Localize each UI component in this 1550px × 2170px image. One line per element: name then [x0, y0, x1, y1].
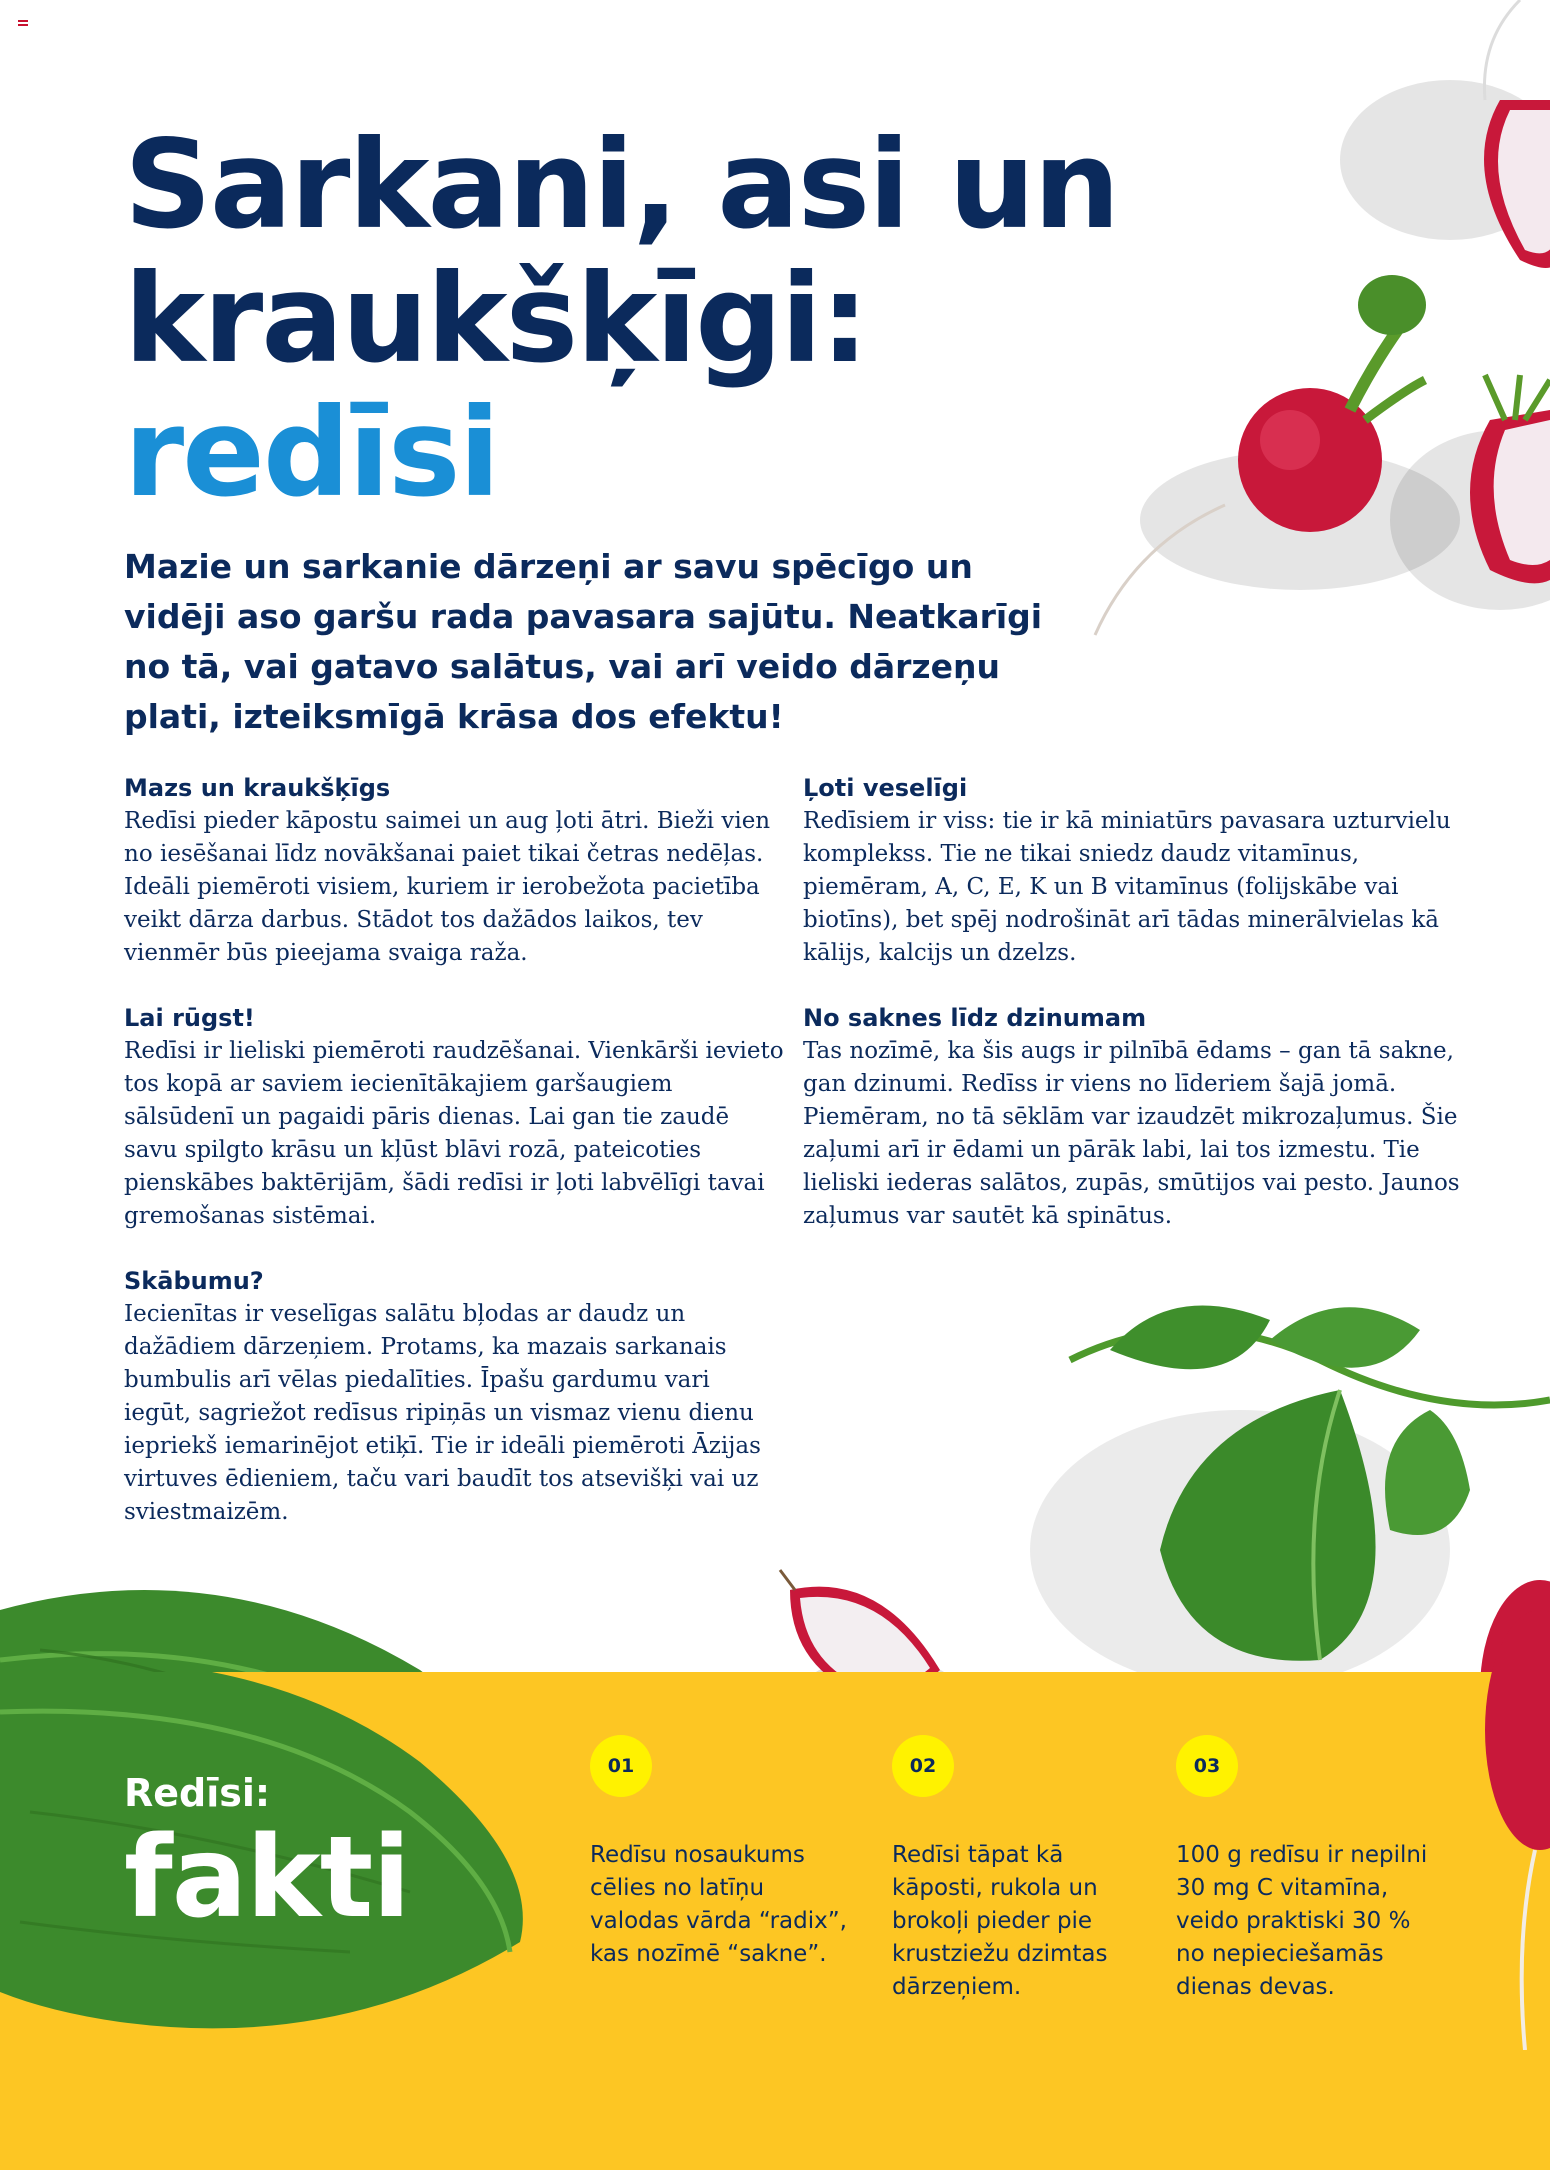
facts-label: Redīsi:: [124, 1771, 271, 1815]
section: [124, 772, 784, 970]
title-line-3: redīsi: [124, 382, 499, 524]
section-text: Redīsiem ir viss: tie ir kā miniatūrs pavasara uzturvielu komplekss. Tie ne tikai sniedz daudz vitamīnus, piemēram, A, C, E, K un B vitamīnus (folijskābe vai biotīns), bet spēj nodrošināt arī tādas minerālvielas kā kālijs, kalcijs un dzelzs.: [803, 808, 1451, 966]
flag-icon: [18, 20, 28, 26]
fact-number-badge: 01: [590, 1735, 652, 1797]
fact-text: 100 g redīsu ir nepilni 30 mg C vitamīna, veido praktiski 30 % no nepieciešamās dienas devas.: [1176, 1842, 1428, 2000]
section-text: Tas nozīmē, ka šis augs ir pilnībā ēdams – gan tā sakne, gan dzinumi. Redīss ir viens no līderiem šajā jomā. Piemēram, no tā sēklām var izaudzēt mikrozaļumus. Šie zaļumi arī ir ēdami un pārāk labi, lai tos izmestu. Tie lieliski iederas salātos, zupās, smūtijos vai pesto. Jaunos zaļumus var sautēt kā spinātus.: [803, 1038, 1460, 1229]
section-text: Redīsi ir lieliski piemēroti raudzēšanai. Vienkārši ievieto tos kopā ar saviem iecienītākajiem garšaugiem sālsūdenī un pagaidi pāris dienas. Lai gan tie zaudē savu spilgto krāsu un kļūst blāvi rozā, pateicoties pienskābes baktērijām, šādi redīsi ir ļoti labvēlīgi tavai gremošanas sistēmai.: [124, 1038, 784, 1229]
right-column: [803, 772, 1463, 1265]
title-line-2: kraukšķīgi:: [124, 248, 868, 390]
fact-text: Redīsi tāpat kā kāposti, rukola un brokoļi pieder pie krustziežu dzimtas dārzeņiem.: [892, 1842, 1108, 2000]
page-title: [124, 114, 1119, 524]
section-text: Iecienītas ir veselīgas salātu bļodas ar daudz un dažādiem dārzeņiem. Protams, ka mazais sarkanais bumbulis arī vēlas piedalīties. Īpašu gardumu vari iegūt, sagriežot redīsus ripiņās un vismaz vienu dienu iepriekš iemarinējot etiķī. Tie ir ideāli piemēroti Āzijas virtuves ēdieniem, taču vari baudīt tos atsevišķi vai uz sviestmaizēm.: [124, 1301, 761, 1525]
section: [124, 1265, 784, 1529]
fact-number-badge: 02: [892, 1735, 954, 1797]
lead-paragraph: Mazie un sarkanie dārzeņi ar savu spēcīgo un vidēji aso garšu rada pavasara sajūtu. Neatkarīgi no tā, vai gatavo salātus, vai arī veido dārzeņu plati, izteiksmīgā krāsa dos efektu!: [124, 547, 1043, 736]
fact-item-1: [590, 1735, 850, 1971]
left-column: [124, 772, 784, 1561]
section-title: Lai rūgst!: [124, 1004, 255, 1032]
section: [124, 1002, 784, 1233]
section-title: No saknes līdz dzinumam: [803, 1004, 1147, 1032]
facts-heading: fakti: [124, 1813, 410, 1943]
section: [803, 1002, 1463, 1233]
fact-number-badge: 03: [1176, 1735, 1238, 1797]
fact-text: Redīsu nosaukums cēlies no latīņu valodas vārda “radix”, kas nozīmē “sakne”.: [590, 1842, 847, 1967]
section-title: Ļoti veselīgi: [803, 774, 968, 802]
fact-item-3: [1176, 1735, 1436, 2004]
title-line-1: Sarkani, asi un: [124, 114, 1119, 256]
section-text: Redīsi pieder kāpostu saimei un aug ļoti ātri. Bieži vien no iesēšanai līdz novākšanai paiet tikai četras nedēļas. Ideāli piemēroti visiem, kuriem ir ierobežota pacietība veikt dārza darbus. Stādot tos dažādos laikos, tev vienmēr būs pieejama svaiga raža.: [124, 808, 771, 966]
section-title: Skābumu?: [124, 1267, 264, 1295]
fact-item-2: [892, 1735, 1152, 2004]
section: [803, 772, 1463, 970]
section-title: Mazs un kraukšķīgs: [124, 774, 391, 802]
radish-right-band: [1470, 1600, 1550, 2050]
